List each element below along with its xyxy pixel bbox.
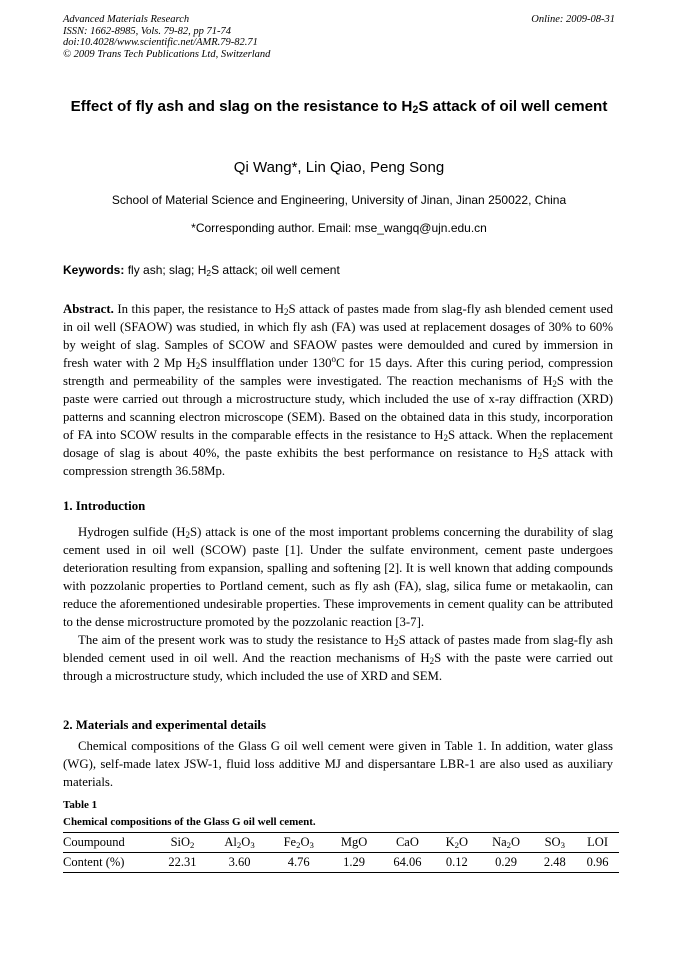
materials-paragraph-1: Chemical compositions of the Glass G oil well cement were given in Table 1. In addition, water glass (WG), self-made latex JSW-1, fluid loss additive MJ and dispersantare LBR-1 are also used as auxiliary materials. [63,739,613,789]
table-header-cell: MgO [340,835,368,849]
table-cell: 0.12 [445,855,468,869]
table-1 [63,797,619,873]
affiliation: School of Material Science and Engineering, University of Jinan, Jinan 250022, China [111,193,567,207]
materials-body [63,737,613,791]
section-heading-materials: 2. Materials and experimental details [63,718,266,732]
section-heading-introduction: 1. Introduction [63,499,146,513]
issn-line: ISSN: 1662-8985, Vols. 79-82, pp 71-74 [63,25,231,37]
table-cell: 0.29 [495,855,518,869]
journal-header [63,14,270,60]
table-cell: 1.29 [343,855,366,869]
author-list: Qi Wang*, Lin Qiao, Peng Song [233,159,445,176]
online-date: Online: 2009-08-31 [531,14,615,25]
table-header-cell: $SO_3$ [544,835,565,850]
table-header-cell: Coumpound [63,835,125,849]
corresponding-author: *Corresponding author. Email: mse_wangq@ujn.edu.cn [191,221,487,235]
table-cell: 2.48 [543,855,566,869]
intro-paragraph-2: The aim of the present work was to study the resistance to $H_2S$ attack of pastes made from slag-fly ash blended cement used in oil well. And the reaction mechanisms of $H_2S$ with the paste were carried out through a microstructure study, which included the use of XRD and SEM. [63,633,613,683]
table-header-cell: $Na_2O$ [492,835,521,850]
keywords: Keywords: fly ash; slag; $H_2S$ attack; oil well cement [63,263,340,278]
composition-table [63,832,619,873]
introduction-body [63,523,613,685]
keywords-label: Keywords: [63,263,125,277]
table-caption: Chemical compositions of the Glass G oil well cement. [63,816,316,828]
table-header-cell: CaO [395,835,419,849]
table-row-label: Content (%) [63,855,125,869]
table-header-cell: $Al_2O_3$ [224,835,255,850]
table-header-cell: $Fe_2O_3$ [283,835,314,850]
table-cell: 22.31 [168,855,197,869]
abstract: Abstract. In this paper, the resistance to $H_2S$ attack of pastes made from slag-fly ash blended cement used in oil well (SFAOW) was studied, in which fly ash (FA) was used at replacement dosages of 30% to 60% by weight of slag. Samples of SCOW and SFAOW pastes were demoulded and cured by immersion in fresh water with 2 Mp $H_2S$ insulfflation under 130$^o$C for 15 days. After this curing period, compression strength and permeability of the samples were investigated. The reaction mechanisms of $H_2S$ with the paste were carried out through a microstructure study, which included the use of x-ray diffraction (XRD) patterns and scanning electron microscope (SEM). Based on the obtained data in this study, incorporation of FA into SCOW results in the comparable effects in the resistance to $H_2S$ attack. When the replacement dosage of slag is about 40%, the paste exhibits the best performance on resistance to $H_2S$ attack with compression strength 36.58Mp. [63,302,614,478]
table-cell: 4.76 [287,855,310,869]
table-header-row [63,833,619,853]
table-header-cell: LOI [587,835,608,849]
paper-title: Effect of fly ash and slag on the resistance to $H_2S$ attack of oil well cement [70,98,608,116]
intro-paragraph-1: Hydrogen sulfide $(H_2S)$ attack is one of the most important problems concerning the durability of slag cement used in oil well (SCOW) paste [1]. Under the sulfate environment, cement paste undergoes deterioration resulting from expansion, spalling and softening [2]. It is well known that adding compounds with pozzolanic properties to Portland cement, such as fly ash (FA), slag, silica fume or metakaolin, can reduce the aforementioned undesirable properties. These improvements in cement quality can be attributed to the dense microstructure promoted by the pozzolanic reaction [3-7]. [63,525,614,629]
doi-line: doi:10.4028/www.scientific.net/AMR.79-82.71 [63,37,258,49]
table-header-cell: SiO$_2$ [170,835,195,850]
journal-name: Advanced Materials Research [63,14,190,25]
table-label: Table 1 [63,799,98,811]
table-cell: 3.60 [228,855,251,869]
table-cell: 64.06 [393,855,422,869]
table-cell: 0.96 [586,855,609,869]
table-row [63,853,619,873]
table-header-cell: $K_2O$ [445,835,469,850]
copyright-line: © 2009 Trans Tech Publications Ltd, Switzerland [63,48,271,60]
abstract-label: Abstract. [63,302,114,316]
